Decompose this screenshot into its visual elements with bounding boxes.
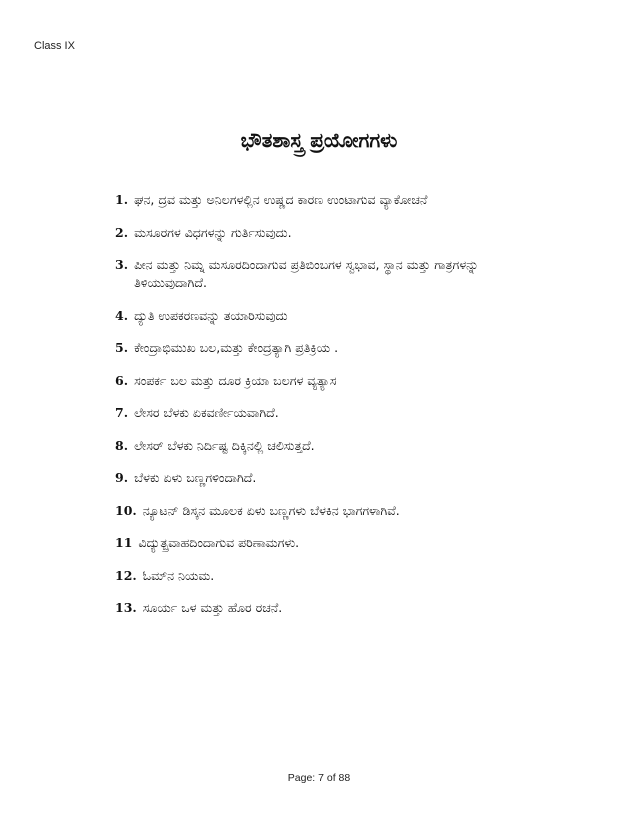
item-number: 1. <box>115 192 129 207</box>
list-item <box>115 372 525 390</box>
item-text: ಲೇಸರ ಬೆಳಕು ಏಕವರ್ಣೀಯವಾಗಿದೆ. <box>134 405 279 420</box>
list-item <box>115 404 525 422</box>
list-item <box>115 567 525 585</box>
item-text: ಸಂಪರ್ಕ ಬಲ ಮತ್ತು ದೂರ ಕ್ರಿಯಾ ಬಲಗಳ ವ್ಯತ್ಯಾಸ <box>134 372 337 388</box>
list-item <box>115 469 525 487</box>
item-text: ನ್ಯೂಟನ್ ಡಿಸ್ಕನ ಮೂಲಕ ಏಳು ಬಣ್ಣಗಳು ಬೆಳಕಿನ ಭಾಗಗಳಾಗಿವೆ. <box>142 502 400 518</box>
item-text: ಘನ, ದ್ರವ ಮತ್ತು ಅನಿಲಗಳಲ್ಲಿನ ಉಷ್ಣದ ಕಾರಣ ಉಂಟಾಗುವ ವ್ಯಾಕೋಚನೆ <box>134 192 428 207</box>
item-text: ಮಸೂರಗಳ ವಿಧಗಳನ್ನು ಗುರ್ತಿಸುವುದು. <box>134 224 292 240</box>
list-item <box>115 307 525 325</box>
item-text: ಪೀನ ಮತ್ತು ನಿಮ್ನ ಮಸೂರದಿಂದಾಗುವ ಪ್ರತಿಬಿಂಬಗಳ ಸ್ವಭಾವ, ಸ್ಥಾನ ಮತ್ತು ಗಾತ್ರಗಳನ್ನು ತಿಳಿಯುವುದಾಗಿದೆ. <box>134 257 479 290</box>
experiment-list <box>115 191 525 632</box>
item-number: 8. <box>115 437 129 453</box>
list-item <box>115 191 525 209</box>
list-item <box>115 502 525 520</box>
item-number: 2. <box>115 224 129 240</box>
item-text: ಕೇಂದ್ರಾಭಿಮುಖ ಬಲ,ಮತ್ತು ಕೇಂದ್ರತ್ಯಾಗಿ ಪ್ರತಿಕ್ರಿಯ . <box>134 340 339 355</box>
list-item <box>115 256 525 292</box>
item-number: 11 <box>115 535 133 550</box>
page-title: ಭೌತಶಾಸ್ತ್ರ ಪ್ರಯೋಗಗಳು <box>240 128 398 152</box>
item-number: 13. <box>115 600 137 615</box>
item-text: ವಿದ್ಯುತ್ಪ್ರವಾಹದಿಂದಾಗುವ ಪರಿಣಾಮಗಳು. <box>138 535 300 550</box>
list-item <box>115 224 525 242</box>
item-number: 10. <box>115 502 137 518</box>
item-number: 7. <box>115 405 129 420</box>
item-text: ಬೆಳಕು ಏಳು ಬಣ್ಣಗಳಿಂದಾಗಿದೆ. <box>134 470 257 485</box>
item-text: ಸೂರ್ಯ ಒಳ ಮತ್ತು ಹೊರ ರಚನೆ. <box>142 600 283 615</box>
item-number: 12. <box>115 567 137 583</box>
item-number: 6. <box>115 372 129 388</box>
list-item <box>115 599 525 617</box>
item-text: ಲೇಸರ್ ಬೆಳಕು ನಿರ್ದಿಷ್ಟ ದಿಕ್ಕಿನಲ್ಲಿ ಚಲಿಸುತ್ತದೆ. <box>134 437 315 453</box>
item-text: ದ್ಯುತಿ ಉಪಕರಣವನ್ನು ತಯಾರಿಸುವುದು <box>134 307 288 323</box>
list-item <box>115 534 525 552</box>
class-label: Class IX <box>34 40 75 52</box>
item-number: 5. <box>115 340 129 355</box>
list-item <box>115 339 525 357</box>
item-number: 9. <box>115 470 129 485</box>
item-number: 4. <box>115 307 129 323</box>
item-number: 3. <box>115 257 129 272</box>
page-number: Page: 7 of 88 <box>287 772 351 784</box>
item-text: ಓಮ್‌ನ ನಿಯಮ. <box>142 567 215 583</box>
list-item <box>115 437 525 455</box>
